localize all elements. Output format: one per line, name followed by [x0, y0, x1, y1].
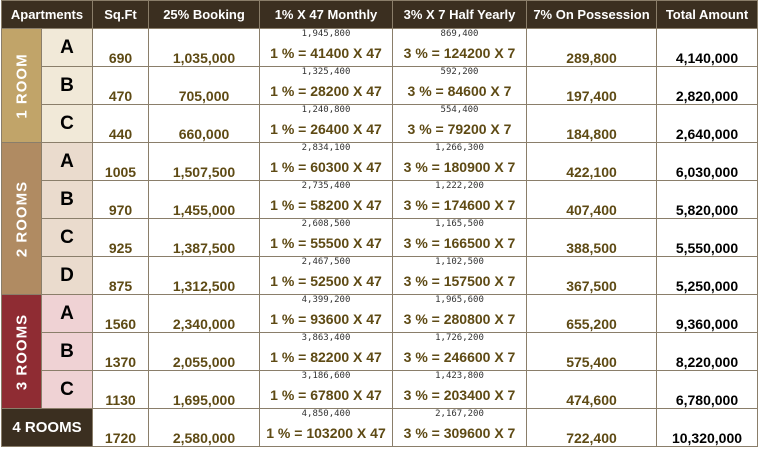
- possession-cell: 655,200: [527, 295, 657, 333]
- half-yearly-cell: [393, 29, 527, 67]
- monthly-total: 2,467,500: [301, 257, 351, 267]
- sqft-cell: 1560: [93, 295, 149, 333]
- possession-cell: 722,400: [527, 409, 657, 447]
- table-row: [2, 257, 758, 295]
- table-row: [2, 143, 758, 181]
- monthly-total: 1,240,800: [301, 105, 351, 115]
- monthly-total: 1,325,400: [301, 67, 351, 77]
- monthly-formula: 1 % = 93600 X 47: [270, 311, 382, 327]
- sqft-cell: 970: [93, 181, 149, 219]
- total-cell: 2,640,000: [657, 105, 758, 143]
- sqft-cell: 1005: [93, 143, 149, 181]
- possession-cell: 422,100: [527, 143, 657, 181]
- total-cell: 5,820,000: [657, 181, 758, 219]
- table-row: [2, 181, 758, 219]
- unit-label: C: [42, 105, 93, 143]
- sqft-cell: 875: [93, 257, 149, 295]
- possession-cell: 388,500: [527, 219, 657, 257]
- half-yearly-formula: 3 % = 124200 X 7: [403, 45, 516, 61]
- monthly-formula: 1 % = 58200 X 47: [270, 197, 382, 213]
- sqft-cell: 1370: [93, 333, 149, 371]
- half-yearly-total: 554,400: [440, 105, 479, 115]
- monthly-total: 3,186,600: [301, 371, 351, 381]
- table-row: [2, 333, 758, 371]
- booking-cell: 705,000: [149, 67, 260, 105]
- monthly-formula: 1 % = 103200 X 47: [266, 425, 386, 441]
- monthly-cell: [260, 371, 393, 409]
- monthly-total: 4,850,400: [301, 409, 351, 419]
- unit-label: A: [42, 143, 93, 181]
- total-cell: 6,030,000: [657, 143, 758, 181]
- half-yearly-total: 592,200: [440, 67, 479, 77]
- monthly-cell: [260, 219, 393, 257]
- unit-label: D: [42, 257, 93, 295]
- sqft-cell: 440: [93, 105, 149, 143]
- monthly-formula: 1 % = 52500 X 47: [270, 273, 382, 289]
- monthly-cell: [260, 295, 393, 333]
- monthly-cell: [260, 143, 393, 181]
- table-row: [2, 29, 758, 67]
- half-yearly-cell: [393, 219, 527, 257]
- unit-label: C: [42, 371, 93, 409]
- sqft-cell: 1130: [93, 371, 149, 409]
- half-yearly-cell: [393, 257, 527, 295]
- half-yearly-total: 1,965,600: [435, 295, 484, 305]
- unit-label: A: [42, 29, 93, 67]
- half-yearly-total: 1,266,300: [435, 143, 484, 153]
- half-yearly-formula: 3 % = 280800 X 7: [403, 311, 516, 327]
- half-yearly-formula: 3 % = 174600 X 7: [403, 197, 516, 213]
- half-yearly-cell: [393, 409, 527, 447]
- half-yearly-formula: 3 % = 180900 X 7: [403, 159, 516, 175]
- possession-cell: 407,400: [527, 181, 657, 219]
- monthly-cell: [260, 409, 393, 447]
- monthly-cell: [260, 67, 393, 105]
- table-row: [2, 219, 758, 257]
- sqft-cell: 690: [93, 29, 149, 67]
- half-yearly-formula: 3 % = 246600 X 7: [403, 349, 516, 365]
- table-row: [2, 295, 758, 333]
- header-half-yearly: 3% X 7 Half Yearly: [393, 1, 527, 29]
- monthly-total: 4,399,200: [301, 295, 351, 305]
- booking-cell: 1,695,000: [149, 371, 260, 409]
- half-yearly-cell: [393, 333, 527, 371]
- monthly-formula: 1 % = 55500 X 47: [270, 235, 382, 251]
- half-yearly-cell: [393, 143, 527, 181]
- monthly-cell: [260, 105, 393, 143]
- unit-label: B: [42, 67, 93, 105]
- monthly-cell: [260, 257, 393, 295]
- half-yearly-formula: 3 % = 166500 X 7: [403, 235, 516, 251]
- monthly-formula: 1 % = 82200 X 47: [270, 349, 382, 365]
- monthly-cell: [260, 181, 393, 219]
- half-yearly-cell: [393, 181, 527, 219]
- possession-cell: 289,800: [527, 29, 657, 67]
- booking-cell: 1,387,500: [149, 219, 260, 257]
- total-cell: 8,220,000: [657, 333, 758, 371]
- unit-label: A: [42, 295, 93, 333]
- booking-cell: 1,507,500: [149, 143, 260, 181]
- header-sqft: Sq.Ft: [93, 1, 149, 29]
- possession-cell: 474,600: [527, 371, 657, 409]
- half-yearly-total: 869,400: [440, 29, 479, 39]
- table-row: [2, 371, 758, 409]
- half-yearly-total: 1,165,500: [435, 219, 484, 229]
- monthly-total: 1,945,800: [301, 29, 351, 39]
- half-yearly-cell: [393, 105, 527, 143]
- group-label-1-room: 1 ROOM: [2, 29, 42, 143]
- group-label-3-rooms: 3 ROOMS: [2, 295, 42, 409]
- table-row: [2, 67, 758, 105]
- payment-plan-table: [1, 0, 758, 447]
- group-label-4-rooms: 4 ROOMS: [2, 409, 93, 447]
- total-cell: 4,140,000: [657, 29, 758, 67]
- table-row: [2, 105, 758, 143]
- half-yearly-formula: 3 % = 84600 X 7: [407, 83, 512, 99]
- sqft-cell: 925: [93, 219, 149, 257]
- half-yearly-formula: 3 % = 157500 X 7: [403, 273, 516, 289]
- monthly-cell: [260, 29, 393, 67]
- possession-cell: 197,400: [527, 67, 657, 105]
- total-cell: 9,360,000: [657, 295, 758, 333]
- monthly-formula: 1 % = 28200 X 47: [270, 83, 382, 99]
- unit-label: C: [42, 219, 93, 257]
- half-yearly-total: 1,222,200: [435, 181, 484, 191]
- monthly-total: 2,834,100: [301, 143, 351, 153]
- total-cell: 10,320,000: [657, 409, 758, 447]
- header-row: [2, 1, 758, 29]
- header-monthly: 1% X 47 Monthly: [260, 1, 393, 29]
- header-apartments: Apartments: [2, 1, 93, 29]
- total-cell: 5,550,000: [657, 219, 758, 257]
- total-cell: 5,250,000: [657, 257, 758, 295]
- table-row: [2, 409, 758, 447]
- possession-cell: 184,800: [527, 105, 657, 143]
- possession-cell: 575,400: [527, 333, 657, 371]
- total-cell: 2,820,000: [657, 67, 758, 105]
- booking-cell: 2,580,000: [149, 409, 260, 447]
- half-yearly-total: 1,102,500: [435, 257, 484, 267]
- header-booking: 25% Booking: [149, 1, 260, 29]
- booking-cell: 2,340,000: [149, 295, 260, 333]
- monthly-total: 2,608,500: [301, 219, 351, 229]
- monthly-formula: 1 % = 60300 X 47: [270, 159, 382, 175]
- monthly-cell: [260, 333, 393, 371]
- monthly-formula: 1 % = 26400 X 47: [270, 121, 382, 137]
- half-yearly-total: 2,167,200: [435, 409, 484, 419]
- half-yearly-cell: [393, 295, 527, 333]
- half-yearly-formula: 3 % = 203400 X 7: [403, 387, 516, 403]
- possession-cell: 367,500: [527, 257, 657, 295]
- half-yearly-total: 1,423,800: [435, 371, 484, 381]
- unit-label: B: [42, 181, 93, 219]
- booking-cell: 1,455,000: [149, 181, 260, 219]
- total-cell: 6,780,000: [657, 371, 758, 409]
- half-yearly-cell: [393, 67, 527, 105]
- monthly-total: 3,863,400: [301, 333, 351, 343]
- booking-cell: 1,035,000: [149, 29, 260, 67]
- half-yearly-formula: 3 % = 79200 X 7: [407, 121, 512, 137]
- header-possession: 7% On Possession: [527, 1, 657, 29]
- group-label-2-rooms: 2 ROOMS: [2, 143, 42, 295]
- sqft-cell: 1720: [93, 409, 149, 447]
- booking-cell: 2,055,000: [149, 333, 260, 371]
- header-total: Total Amount: [657, 1, 758, 29]
- half-yearly-total: 1,726,200: [435, 333, 484, 343]
- half-yearly-formula: 3 % = 309600 X 7: [403, 425, 516, 441]
- booking-cell: 660,000: [149, 105, 260, 143]
- sqft-cell: 470: [93, 67, 149, 105]
- booking-cell: 1,312,500: [149, 257, 260, 295]
- monthly-total: 2,735,400: [301, 181, 351, 191]
- half-yearly-cell: [393, 371, 527, 409]
- unit-label: B: [42, 333, 93, 371]
- monthly-formula: 1 % = 41400 X 47: [270, 45, 382, 61]
- monthly-formula: 1 % = 67800 X 47: [270, 387, 382, 403]
